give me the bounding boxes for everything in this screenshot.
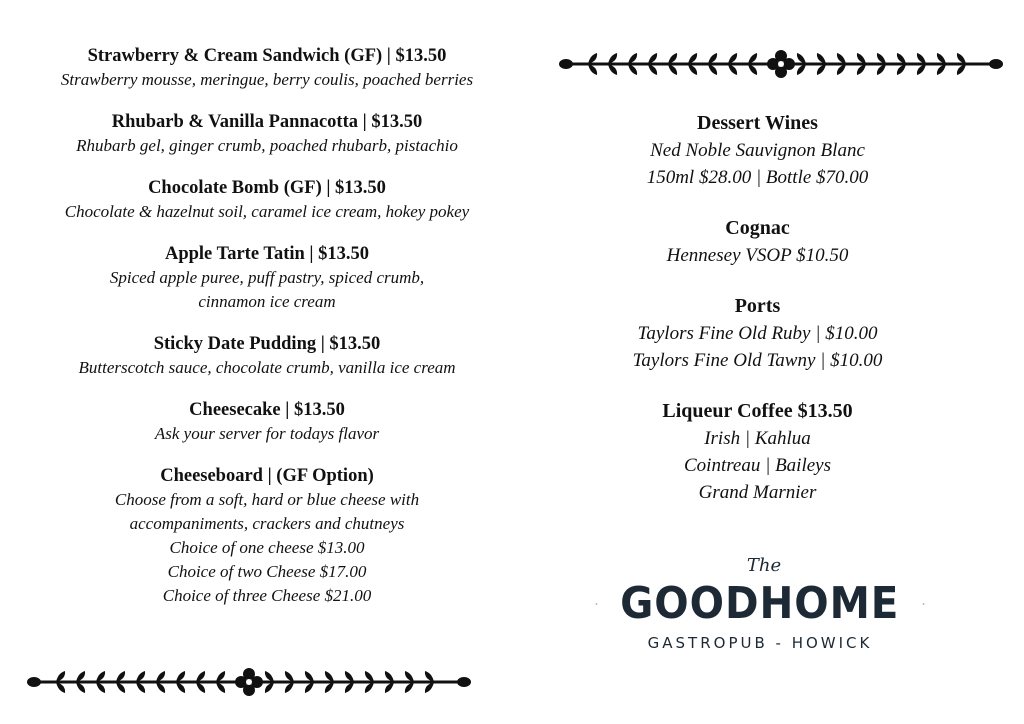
vine-leaf-icon bbox=[688, 53, 697, 64]
section-line: Hennesey VSOP $10.50 bbox=[666, 245, 849, 266]
section-liqueur-coffee bbox=[540, 398, 975, 506]
vine-leaf-icon bbox=[877, 53, 886, 64]
vine-leaf-icon bbox=[325, 682, 334, 693]
goodhome-logo bbox=[585, 555, 935, 665]
vine-leaf-icon bbox=[96, 671, 105, 682]
vine-leaf-icon bbox=[405, 671, 414, 682]
logo-subtitle: GASTROPUB - HOWICK bbox=[647, 634, 873, 652]
vine-leaf-icon bbox=[748, 53, 757, 64]
menu-item-description: Butterscotch sauce, chocolate crumb, vanilla ice cream bbox=[78, 358, 456, 377]
vine-leaf-icon bbox=[56, 682, 65, 693]
vine-leaf-icon bbox=[817, 53, 826, 64]
menu-item-description: Chocolate & hazelnut soil, caramel ice cream, hokey pokey bbox=[64, 202, 470, 221]
vine-leaf-icon bbox=[305, 682, 314, 693]
vine-leaf-icon bbox=[305, 671, 314, 682]
flower-petal-icon bbox=[783, 58, 795, 70]
vine-leaf-icon bbox=[265, 671, 274, 682]
menu-item-title: Sticky Date Pudding | $13.50 bbox=[153, 334, 381, 354]
flower-petal-icon bbox=[235, 676, 247, 688]
section-title: Dessert Wines bbox=[697, 112, 818, 134]
vine-leaf-icon bbox=[728, 64, 737, 75]
vine-leaf-icon bbox=[76, 682, 85, 693]
vine-leaf-icon bbox=[588, 64, 597, 75]
logo-name: GOODHOME bbox=[620, 578, 900, 629]
menu-item-description: Choose from a soft, hard or blue cheese with accompaniments, crackers and chutneys Choice of one cheese $13.00 Choice of two Cheese $17.00 Choice of three Cheese $21.00 bbox=[114, 490, 420, 605]
vine-leaf-icon bbox=[917, 53, 926, 64]
vine-end-icon bbox=[559, 59, 573, 69]
flower-petal-icon bbox=[251, 676, 263, 688]
section-line: Grand Marnier bbox=[698, 482, 817, 503]
vine-leaf-icon bbox=[136, 671, 145, 682]
vine-leaf-icon bbox=[628, 53, 637, 64]
vine-leaf-icon bbox=[405, 682, 414, 693]
menu-item-title: Cheesecake | $13.50 bbox=[189, 400, 345, 420]
vine-leaf-icon bbox=[897, 53, 906, 64]
vine-leaf-icon bbox=[688, 64, 697, 75]
vine-leaf-icon bbox=[877, 64, 886, 75]
vine-end-icon bbox=[989, 59, 1003, 69]
menu-item-rhubarb bbox=[30, 110, 504, 158]
section-line: Ned Noble Sauvignon Blanc bbox=[650, 140, 865, 161]
vine-leaf-icon bbox=[708, 64, 717, 75]
flower-center-icon bbox=[778, 61, 784, 67]
vine-leaf-icon bbox=[608, 64, 617, 75]
vine-leaf-icon bbox=[608, 53, 617, 64]
menu-item-chocolate-bomb bbox=[30, 176, 504, 224]
vine-leaf-icon bbox=[897, 64, 906, 75]
section-title: Ports bbox=[734, 295, 781, 317]
menu-item-strawberry bbox=[30, 44, 504, 92]
vine-leaf-icon bbox=[216, 671, 225, 682]
vine-leaf-icon bbox=[837, 64, 846, 75]
section-title: Cognac bbox=[725, 217, 790, 239]
vine-leaf-icon bbox=[285, 682, 294, 693]
diamond-ornament-icon bbox=[595, 597, 598, 611]
vine-leaf-icon bbox=[325, 671, 334, 682]
vine-leaf-icon bbox=[817, 64, 826, 75]
flower-petal-icon bbox=[767, 58, 779, 70]
menu-item-cheeseboard bbox=[30, 464, 504, 608]
vine-leaf-icon bbox=[588, 53, 597, 64]
vine-divider-icon bbox=[26, 662, 472, 702]
vine-leaf-icon bbox=[628, 64, 637, 75]
flower-center-icon bbox=[246, 679, 252, 685]
section-line: Taylors Fine Old Ruby | $10.00 bbox=[637, 323, 878, 344]
menu-item-cheesecake bbox=[30, 398, 504, 446]
section-line: Irish | Kahlua bbox=[704, 428, 811, 449]
menu-item-title: Cheeseboard | (GF Option) bbox=[160, 466, 374, 486]
menu-item-title: Apple Tarte Tatin | $13.50 bbox=[164, 244, 370, 264]
vine-leaf-icon bbox=[668, 64, 677, 75]
vine-leaf-icon bbox=[425, 671, 434, 682]
vine-leaf-icon bbox=[76, 671, 85, 682]
vine-leaf-icon bbox=[957, 64, 966, 75]
vine-leaf-icon bbox=[708, 53, 717, 64]
vine-end-icon bbox=[27, 677, 41, 687]
vine-leaf-icon bbox=[748, 64, 757, 75]
menu-item-description: Ask your server for todays flavor bbox=[154, 424, 380, 443]
section-line: 150ml $28.00 | Bottle $70.00 bbox=[646, 167, 869, 188]
vine-leaf-icon bbox=[285, 671, 294, 682]
menu-item-title: Chocolate Bomb (GF) | $13.50 bbox=[148, 178, 386, 198]
vine-leaf-icon bbox=[797, 53, 806, 64]
vine-leaf-icon bbox=[156, 682, 165, 693]
vine-leaf-icon bbox=[837, 53, 846, 64]
vine-leaf-icon bbox=[385, 671, 394, 682]
vine-leaf-icon bbox=[648, 53, 657, 64]
vine-leaf-icon bbox=[857, 64, 866, 75]
vine-leaf-icon bbox=[176, 671, 185, 682]
vine-leaf-icon bbox=[425, 682, 434, 693]
vine-divider-icon bbox=[558, 44, 1004, 84]
vine-leaf-icon bbox=[265, 682, 274, 693]
vine-leaf-icon bbox=[345, 671, 354, 682]
vine-leaf-icon bbox=[196, 671, 205, 682]
vine-leaf-icon bbox=[176, 682, 185, 693]
vine-end-icon bbox=[457, 677, 471, 687]
section-dessert-wines bbox=[540, 110, 975, 191]
section-title: Liqueur Coffee $13.50 bbox=[662, 400, 853, 422]
vine-leaf-icon bbox=[728, 53, 737, 64]
menu-item-description: Rhubarb gel, ginger crumb, poached rhubarb, pistachio bbox=[76, 136, 458, 155]
section-line: Cointreau | Baileys bbox=[684, 455, 831, 476]
vine-leaf-icon bbox=[917, 64, 926, 75]
vine-leaf-icon bbox=[937, 64, 946, 75]
menu-item-title: Strawberry & Cream Sandwich (GF) | $13.50 bbox=[87, 46, 447, 66]
vine-leaf-icon bbox=[857, 53, 866, 64]
dessert-menu-column bbox=[30, 44, 504, 626]
vine-leaf-icon bbox=[216, 682, 225, 693]
menu-item-sticky-date bbox=[30, 332, 504, 380]
vine-leaf-icon bbox=[96, 682, 105, 693]
menu-item-title: Rhubarb & Vanilla Pannacotta | $13.50 bbox=[111, 112, 423, 132]
vine-leaf-icon bbox=[385, 682, 394, 693]
vine-leaf-icon bbox=[136, 682, 145, 693]
vine-leaf-icon bbox=[937, 53, 946, 64]
vine-leaf-icon bbox=[116, 671, 125, 682]
drinks-menu-column bbox=[540, 110, 975, 530]
vine-leaf-icon bbox=[365, 682, 374, 693]
section-line: Taylors Fine Old Tawny | $10.00 bbox=[632, 350, 883, 371]
vine-leaf-icon bbox=[365, 671, 374, 682]
menu-item-apple-tarte bbox=[30, 242, 504, 314]
menu-item-description: Spiced apple puree, puff pastry, spiced crumb, cinnamon ice cream bbox=[109, 268, 425, 311]
logo-the-text: The bbox=[746, 555, 782, 576]
menu-item-description: Strawberry mousse, meringue, berry coulis, poached berries bbox=[60, 70, 474, 89]
section-ports bbox=[540, 293, 975, 374]
vine-leaf-icon bbox=[797, 64, 806, 75]
section-cognac bbox=[540, 215, 975, 269]
vine-leaf-icon bbox=[345, 682, 354, 693]
vine-leaf-icon bbox=[648, 64, 657, 75]
vine-leaf-icon bbox=[116, 682, 125, 693]
vine-leaf-icon bbox=[196, 682, 205, 693]
vine-leaf-icon bbox=[957, 53, 966, 64]
diamond-ornament-icon bbox=[922, 597, 925, 611]
vine-leaf-icon bbox=[156, 671, 165, 682]
vine-leaf-icon bbox=[668, 53, 677, 64]
vine-leaf-icon bbox=[56, 671, 65, 682]
